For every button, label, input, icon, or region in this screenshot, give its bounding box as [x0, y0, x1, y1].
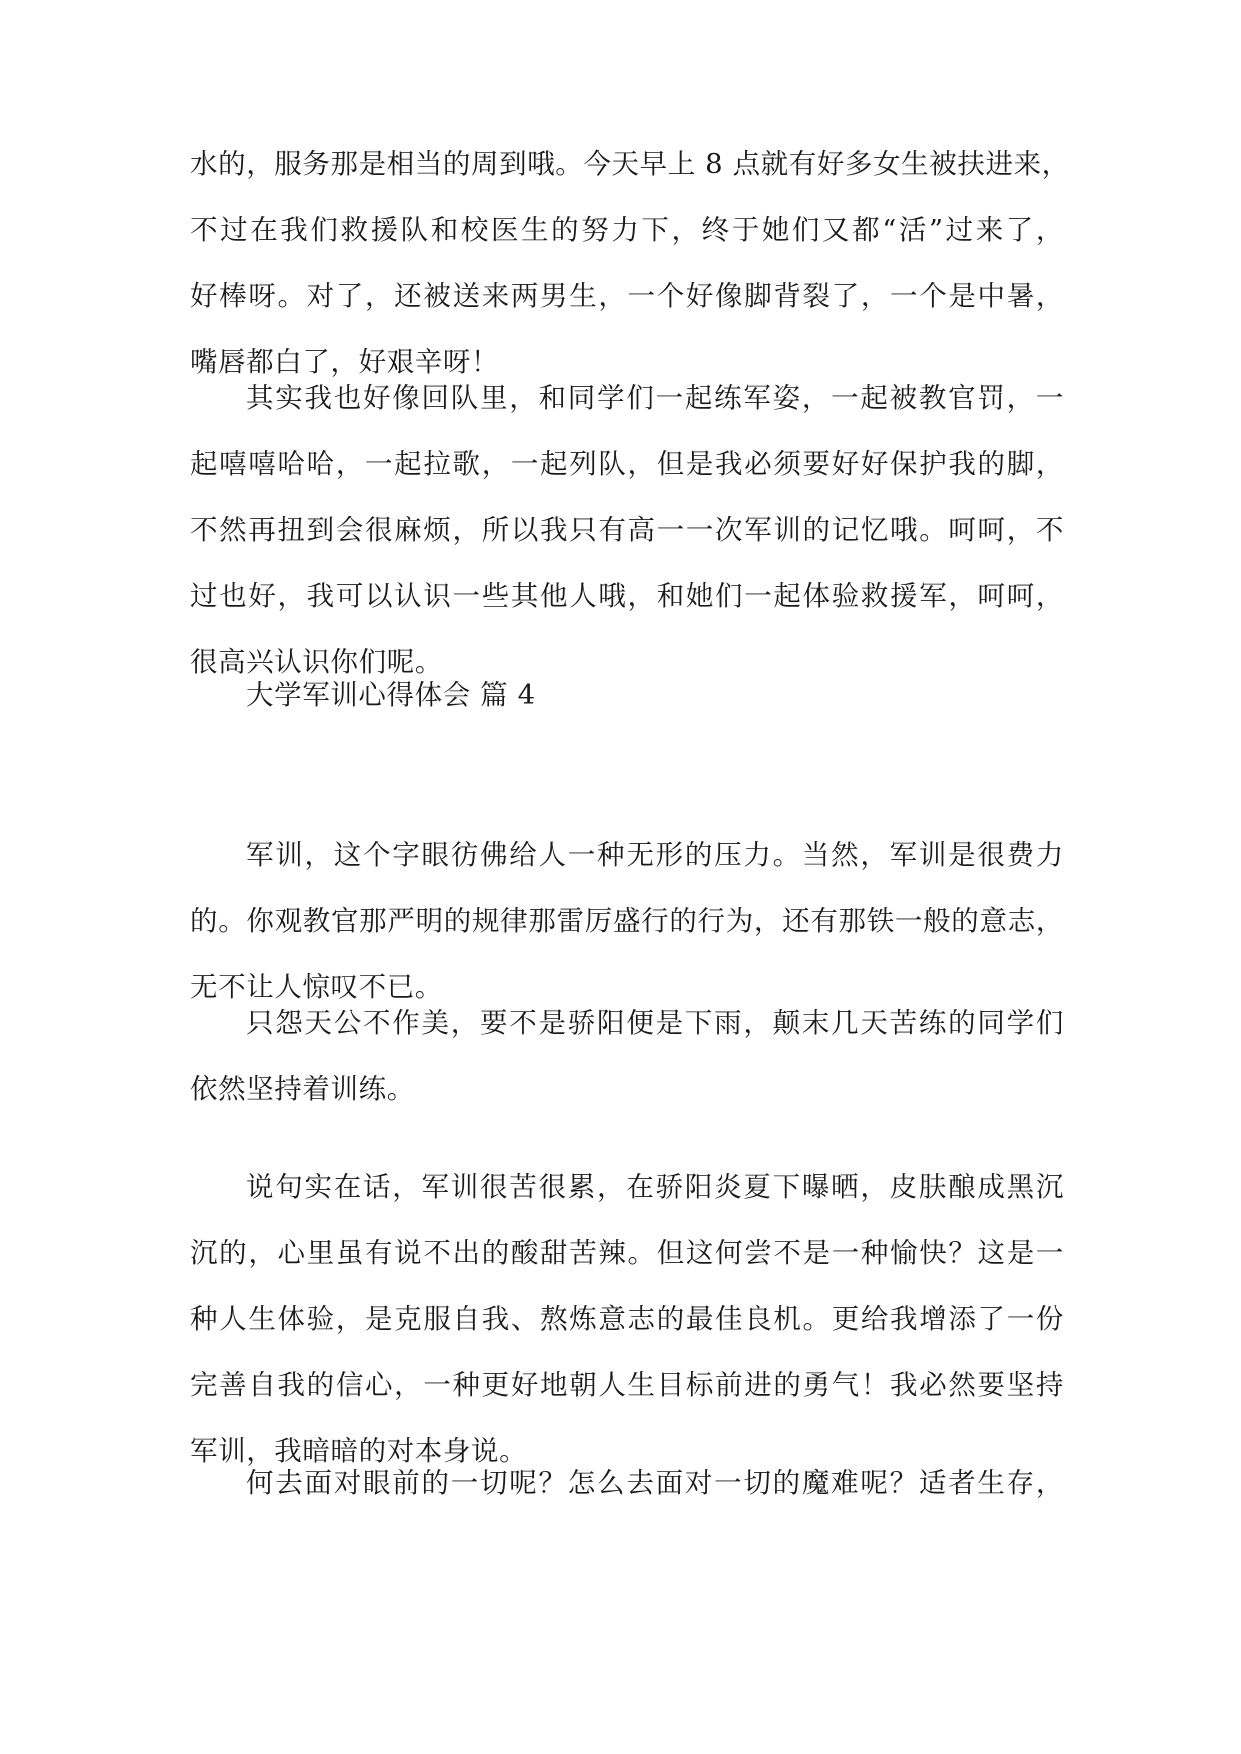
paragraph-line: 完善自我的信心，一种更好地朝人生目标前进的勇气！我必然要坚持 [190, 1369, 1064, 1401]
paragraph [190, 1450, 1064, 1516]
paragraph [190, 990, 1064, 1122]
paragraph-line: 依然坚持着训练。 [190, 1073, 415, 1105]
paragraph-line: 好棒呀。对了，还被送来两男生，一个好像脚背裂了，一个是中暑， [190, 280, 1064, 312]
paragraph-line: 嘴唇都白了，好艰辛呀！ [190, 346, 500, 378]
paragraph-line: 何去面对眼前的一切呢？怎么去面对一切的魔难呢？适者生存， [246, 1467, 1064, 1499]
paragraph-line: 很高兴认识你们呢。 [190, 646, 443, 678]
paragraph-line: 其实我也好像回队里，和同学们一起练军姿，一起被教官罚，一 [246, 382, 1064, 414]
paragraph-line: 的。你观教官那严明的规律那雷厉盛行的行为，还有那铁一般的意志， [190, 905, 1064, 937]
paragraph-continuation [190, 131, 1070, 395]
paragraph-line: 军训，这个字眼彷佛给人一种无形的压力。当然，军训是很费力 [246, 839, 1064, 871]
paragraph-line: 军训，我暗暗的对本身说。 [190, 1435, 528, 1467]
paragraph-line: 不然再扭到会很麻烦，所以我只有高一一次军训的记忆哦。呵呵，不 [190, 514, 1064, 546]
paragraph-line: 沉的，心里虽有说不出的酸甜苦辣。但这何尝不是一种愉快？这是一 [190, 1237, 1064, 1269]
paragraph-line: 种人生体验，是克服自我、熬炼意志的最佳良机。更给我增添了一份 [190, 1303, 1064, 1335]
section-heading-text: 大学军训心得体会 篇 4 [246, 679, 536, 711]
paragraph-line: 起嘻嘻哈哈，一起拉歌，一起列队，但是我必须要好好保护我的脚， [190, 448, 1064, 480]
section-heading [190, 662, 1064, 728]
paragraph-line: 无不让人惊叹不已。 [190, 971, 443, 1003]
paragraph [190, 1154, 1064, 1484]
paragraph [190, 365, 1064, 695]
paragraph-line: 说句实在话，军训很苦很累，在骄阳炎夏下曝晒，皮肤酿成黑沉 [246, 1171, 1064, 1203]
paragraph-line: 过也好，我可以认识一些其他人哦，和她们一起体验救援军，呵呵， [190, 580, 1064, 612]
paragraph-line: 水的，服务那是相当的周到哦。今天早上 8 点就有好多女生被扶进来， [190, 148, 1070, 180]
paragraph-line: 不过在我们救援队和校医生的努力下，终于她们又都“活”过来了， [190, 214, 1064, 246]
paragraph-line: 只怨天公不作美，要不是骄阳便是下雨，颠末几天苦练的同学们 [246, 1007, 1064, 1039]
